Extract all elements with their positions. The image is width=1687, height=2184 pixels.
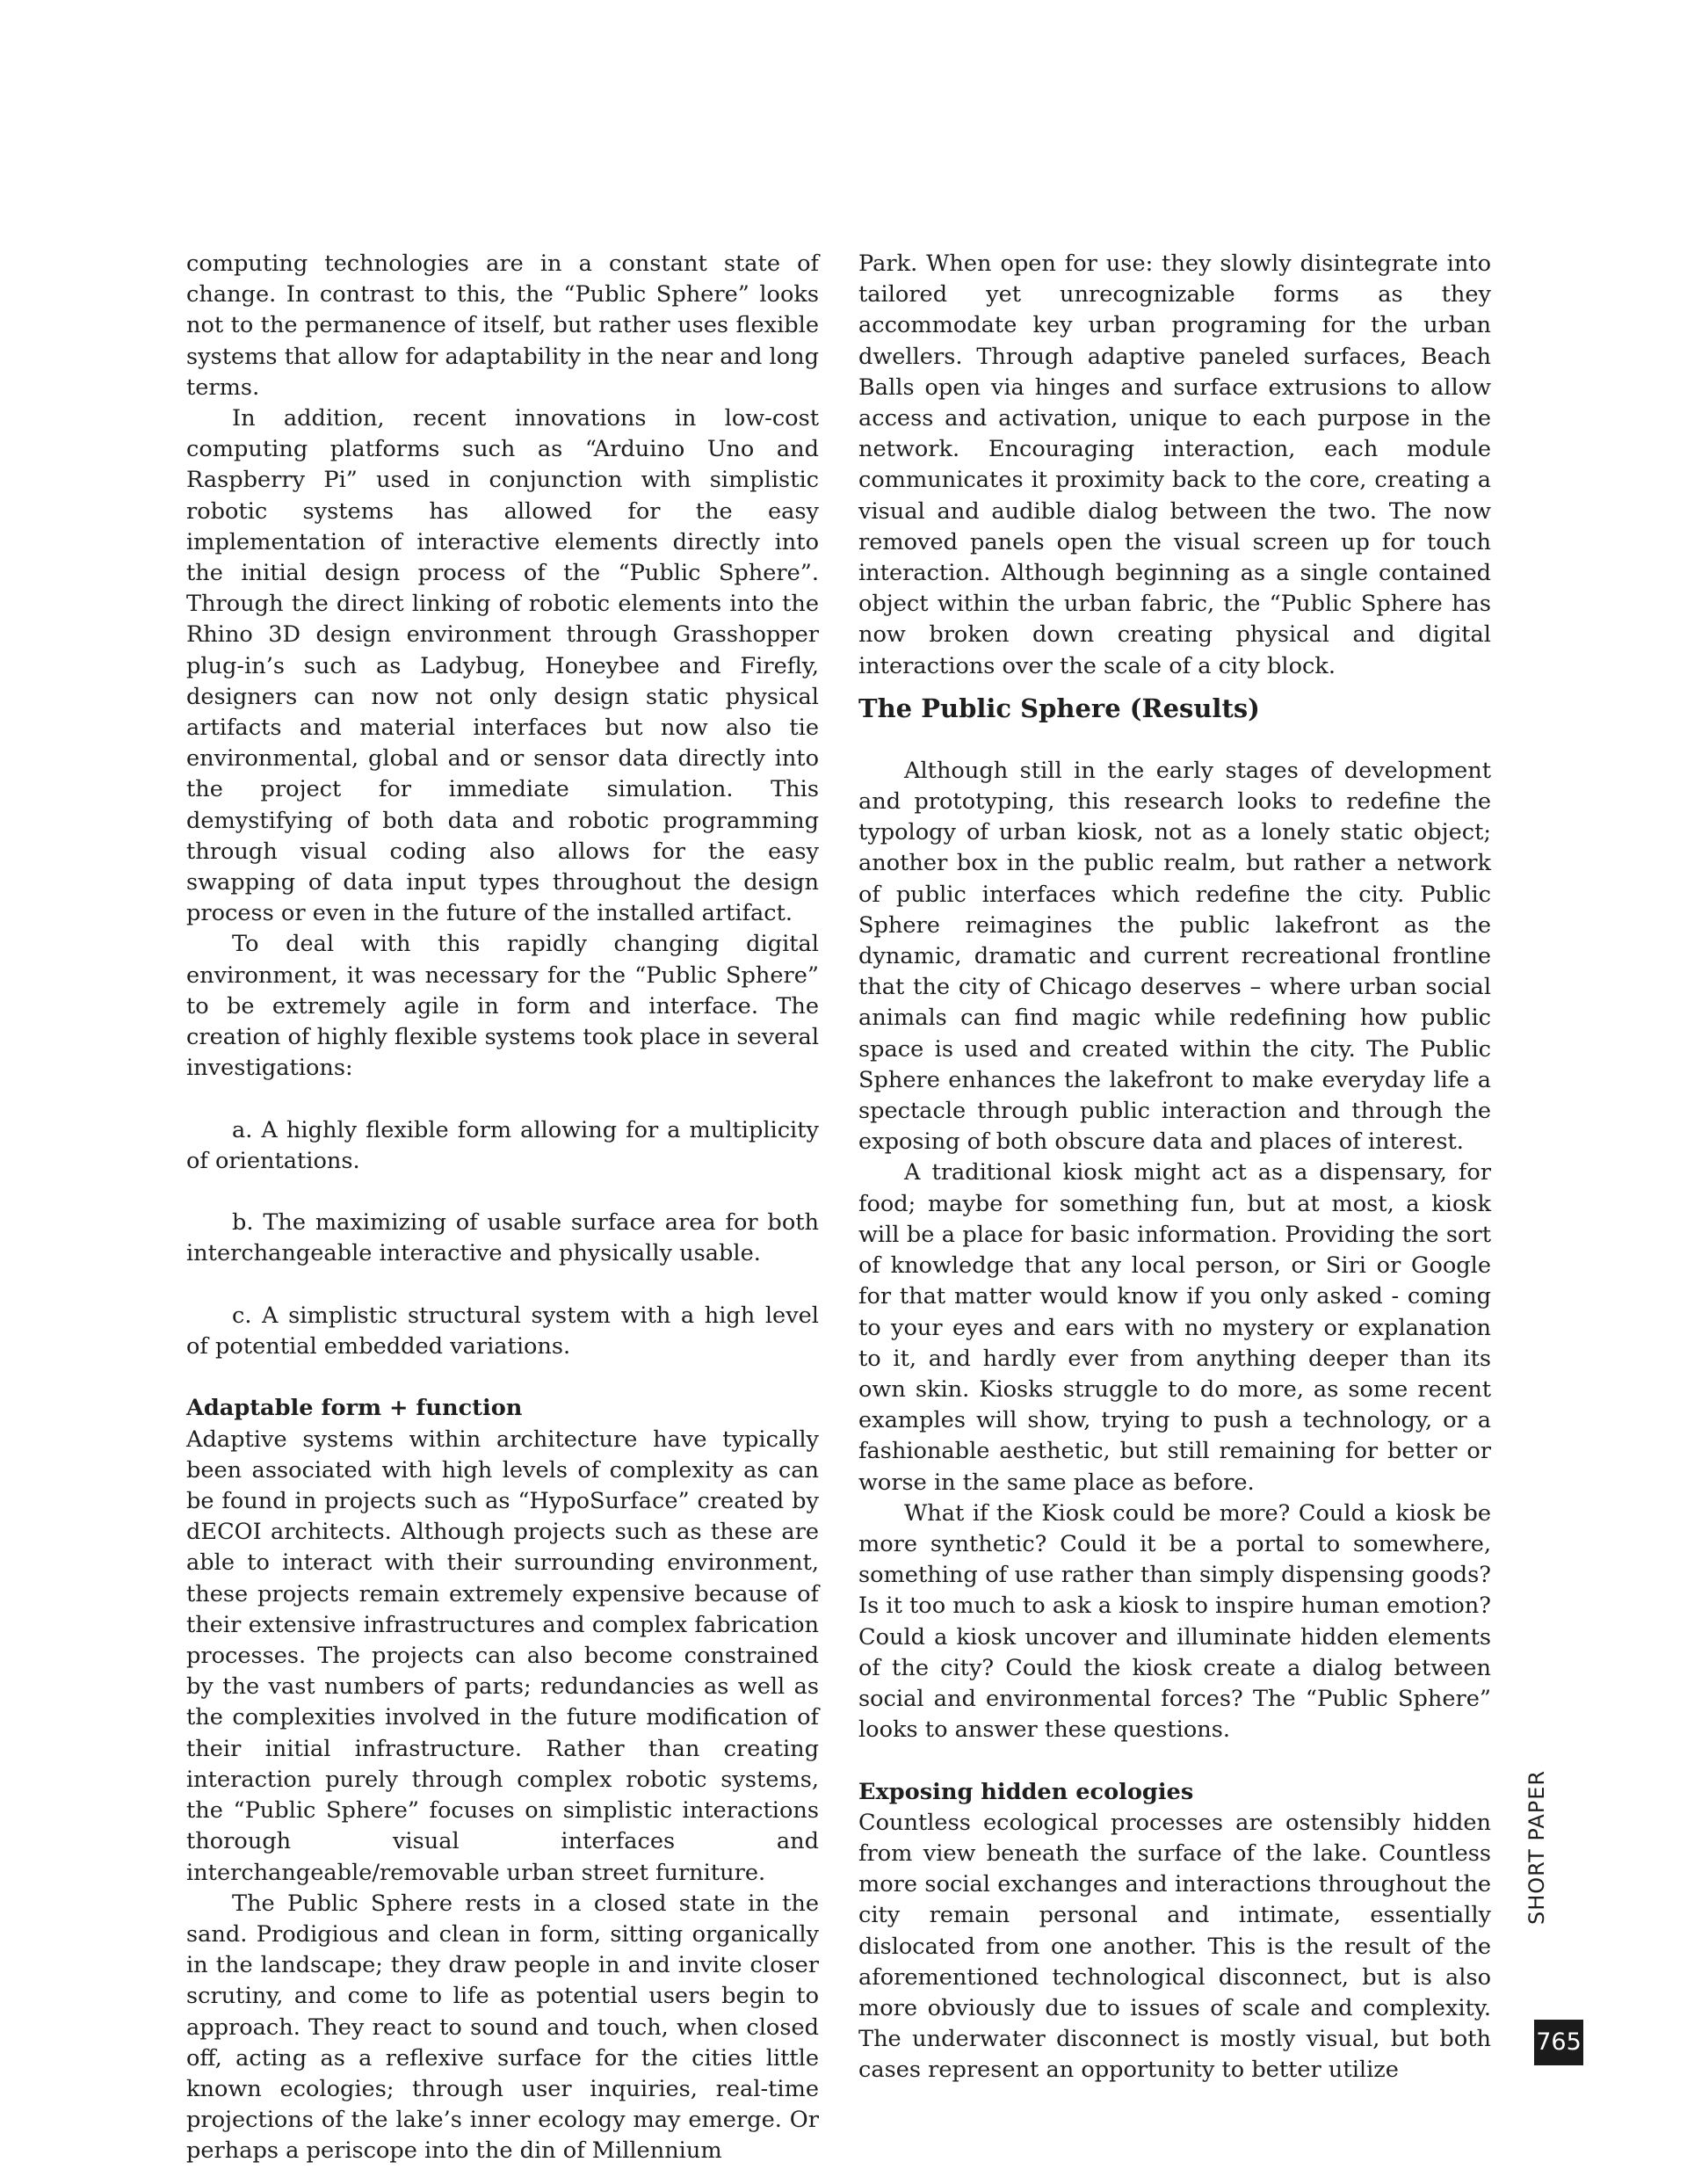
paragraph: Although still in the early stages of development and prototyping, this research looks to redefine the typology of urban kiosk, not as a lonely static object; another box in the public realm, but rather a network of public interfaces which redefine the city. Public Sphere reimagines the public lakefront as the dynamic, dramatic and current recreational frontline that the city of Chicago deserves – where urban social animals can find magic while redefining how public space is used and created within the city. The Public Sphere enhances the lakefront to make everyday life a spectacle through public interaction and through the exposing of both obscure data and places of interest. xyxy=(858,757,1491,1156)
right-column xyxy=(858,249,1491,2086)
list-item-b: b. The maximizing of usable surface area for both interchangeable interactive and physically usable. xyxy=(186,1209,819,1267)
spacer xyxy=(186,1177,819,1208)
spacer xyxy=(858,1745,1491,1776)
subheading-adaptable-form: Adaptable form + function xyxy=(186,1395,523,1422)
paragraph: computing technologies are in a constant state of change. In contrast to this, the “Public Sphere” looks not to the permanence of itself, but rather uses flexible systems that allow for adaptability in the near and long terms. xyxy=(186,250,819,401)
spacer xyxy=(186,1270,819,1301)
list-item-c: c. A simplistic structural system with a high level of potential embedded variations. xyxy=(186,1302,819,1360)
subheading-exposing-ecologies: Exposing hidden ecologies xyxy=(858,1778,1194,1805)
side-label-short-paper: SHORT PAPER xyxy=(1524,1769,1549,1925)
left-column xyxy=(186,249,819,2167)
paragraph: Adaptive systems within architecture have typically been associated with high levels of complexity as can be found in projects such as “HypoSurface” created by dECOI architects. Although projects such as these are able to interact with their surrounding environment, these projects remain extremely expensive because of their extensive infrastructures and complex fabrication processes. The projects can also become constrained by the vast numbers of parts; redundancies as well as the complexities involved in the future modification of their initial infrastructure. Rather than creating interaction purely through complex robotic systems, the “Public Sphere” focuses on simplistic interactions thorough visual interfaces and interchangeable/removable urban street furniture. xyxy=(186,1426,819,1886)
spacer xyxy=(186,1084,819,1114)
paragraph: In addition, recent innovations in low-cost computing platforms such as “Arduino Uno and Raspberry Pi” used in conjunction with simplistic robotic systems has allowed for the easy implementation of interactive elements directly into the initial design process of the “Public Sphere”. Through the direct linking of robotic elements into the Rhino 3D design environment through Grasshopper plug-in’s such as Ladybug, Honeybee and Firefly, designers can now not only design static physical artifacts and material interfaces but now also tie environmental, global and or sensor data directly into the project for immediate simulation. This demystifying of both data and robotic programming through visual coding also allows for the easy swapping of data input types throughout the design process or even in the future of the installed artifact. xyxy=(186,405,819,927)
paragraph: Countless ecological processes are ostensibly hidden from view beneath the surface of the lake. Countless more social exchanges and interactions throughout the city remain personal and intimate, essentially dislocated from one another. This is the result of the aforementioned technological disconnect, but is also more obviously due to issues of scale and complexity. The underwater disconnect is mostly visual, but both cases represent an opportunity to better utilize xyxy=(858,1809,1491,2084)
list-item-a: a. A highly flexible form allowing for a multiplicity of orientations. xyxy=(186,1116,819,1174)
paragraph: A traditional kiosk might act as a dispensary, for food; maybe for something fun, but at most, a kiosk will be a place for basic information. Providing the sort of knowledge that any local person, or Siri or Google for that matter would know if you only asked - coming to your eyes and ears with no mystery or explanation to it, and hardly ever from anything deeper than its own skin. Kiosks struggle to do more, as some recent examples will show, trying to push a technology, or a fashionable aesthetic, but still remaining for better or worse in the same place as before. xyxy=(858,1159,1491,1496)
spacer xyxy=(186,1362,819,1393)
paragraph: What if the Kiosk could be more? Could a kiosk be more synthetic? Could it be a portal to somewhere, something of use rather than simply dispensing goods? Is it too much to ask a kiosk to inspire human emotion? Could a kiosk uncover and illuminate hidden elements of the city? Could the kiosk create a dialog between social and environmental forces? The “Public Sphere” looks to answer these questions. xyxy=(858,1499,1491,1744)
paragraph: The Public Sphere rests in a closed state in the sand. Prodigious and clean in form, sitting organically in the landscape; they draw people in and invite closer scrutiny, and come to life as potential users begin to approach. They react to sound and touch, when closed off, acting as a reflexive surface for the cities little known ecologies; through user inquiries, real-time projections of the lake’s inner ecology may emerge. Or perhaps a periscope into the din of Millennium xyxy=(186,1890,819,2165)
paragraph: Park. When open for use: they slowly disintegrate into tailored yet unrecognizable forms as they accommodate key urban programing for the urban dwellers. Through adaptive paneled surfaces, Beach Balls open via hinges and surface extrusions to allow access and activation, unique to each purpose in the network. Encouraging interaction, each module communicates it proximity back to the core, creating a visual and audible dialog between the two. The now removed panels open the visual screen up for touch interaction. Although beginning as a single contained object within the urban fabric, the “Public Sphere has now broken down creating physical and digital interactions over the scale of a city block. xyxy=(858,250,1491,679)
paragraph: To deal with this rapidly changing digital environment, it was necessary for the “Public Sphere” to be extremely agile in form and interface. The creation of highly flexible systems took place in several investigations: xyxy=(186,931,819,1082)
section-heading-results: The Public Sphere (Results) xyxy=(858,693,1260,723)
page-number: 765 xyxy=(1534,2020,1583,2065)
